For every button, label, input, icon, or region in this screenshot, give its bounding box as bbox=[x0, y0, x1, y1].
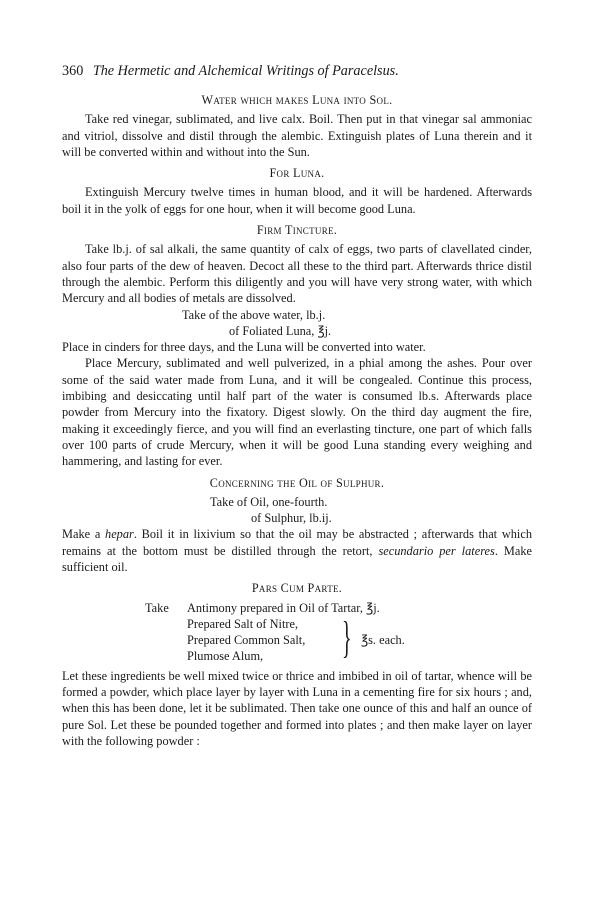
term-hepar: hepar bbox=[105, 527, 134, 542]
recipe-line: Take of Oil, one-fourth. bbox=[210, 494, 328, 509]
recipe-line: of Foliated Luna, ℥j. bbox=[229, 323, 332, 338]
ingredient-item: Plumose Alum, bbox=[187, 648, 264, 663]
recipe-line: of Sulphur, lb.ij. bbox=[251, 511, 332, 526]
brace-glyph: } bbox=[342, 612, 352, 662]
paragraph-water-luna-sol: Take red vinegar, sublimated, and live calx. Boil. Then put in that vinegar sal ammoniac and vitriol, dissolve and distil through the alembic. Extinguish plates of Luna therein and it will be converted within and without into the Sun. bbox=[62, 112, 532, 159]
heading-oil-of-sulphur: Concerning the Oil of Sulphur. bbox=[209, 475, 385, 490]
recipe-line: Take of the above water, lb.j. bbox=[182, 307, 326, 322]
ingredient-item: Prepared Common Salt, bbox=[187, 632, 306, 647]
paragraph-mix-ingredients: Let these ingredients be well mixed twice or thrice and imbibed in oil of tartar, whence will be formed a powder, which place layer by layer with Luna in a cementing fire for six hours ; and, when this has been done, let it be sublimated. Then take one ounce of this and half an ounce of pure Sol. Let these be pounded together and formed into plates ; and then make layer on layer with the following powder : bbox=[62, 668, 532, 748]
running-title: The Hermetic and Alchemical Writings of Paracelsus. bbox=[92, 63, 399, 79]
paragraph-cinders: Place in cinders for three days, and the Luna will be converted into water. bbox=[62, 340, 426, 355]
take-label: Take bbox=[145, 600, 169, 615]
text-fragment: Make a bbox=[62, 527, 106, 542]
page-header bbox=[62, 63, 542, 80]
ingredient-item: Prepared Salt of Nitre, bbox=[187, 616, 299, 631]
ingredient-list bbox=[62, 600, 532, 666]
paragraph-make-hepar bbox=[62, 526, 532, 575]
ingredient-item: Antimony prepared in Oil of Tartar, ℥j. bbox=[187, 600, 380, 615]
text-fragment: . Boil it in lixivium so that the oil may be abstracted ; afterwards that which remains at the bottom must be distilled through the retort, bbox=[62, 527, 532, 558]
paragraph-firm-tincture: Take lb.j. of sal alkali, the same quantity of calx of eggs, two parts of clavellated cinder, also four parts of the dew of heaven. Decoct all these to the third part. Afterwards thrice distil through the alembic. Perform this diligently and you will have very strong water, with which Mercury and all bodies of metals are dissolved. bbox=[62, 242, 532, 306]
paragraph-for-luna: Extinguish Mercury twelve times in human blood, and it will be hardened. Afterwards boil it in the yolk of eggs for one hour, when it will become good Luna. bbox=[62, 185, 532, 216]
term-secundario: secundario per lateres bbox=[378, 543, 495, 558]
page-body bbox=[62, 92, 532, 749]
heading-for-luna: For Luna. bbox=[269, 166, 325, 181]
text-fragment: . Make sufficient oil. bbox=[62, 543, 532, 575]
heading-firm-tincture: Firm Tincture. bbox=[256, 223, 338, 238]
heading-water-luna-sol: Water which makes Luna into Sol. bbox=[201, 93, 393, 107]
page-number: 360 bbox=[62, 63, 84, 79]
paragraph-place-mercury: Place Mercury, sublimated and well pulverized, in a phial among the ashes. Pour over some of the said water made from Luna, and it will be congealed. Continue this process, imbibing and desiccating until half part of the water is consumed lb.s. Afterwards place powder from Mercury into the fixatory. Digest slowly. On the third day augment the fire, making it exceedingly fierce, and you will find an everlasting tincture, one part of which falls over 100 parts of crude Mercury, when it will be good Luna standing every weighing and hammering, and lasting for ever. bbox=[62, 356, 532, 469]
heading-pars-cum-parte: Pars Cum Parte. bbox=[251, 581, 343, 596]
quantity-each: ℥s. each. bbox=[361, 632, 405, 647]
